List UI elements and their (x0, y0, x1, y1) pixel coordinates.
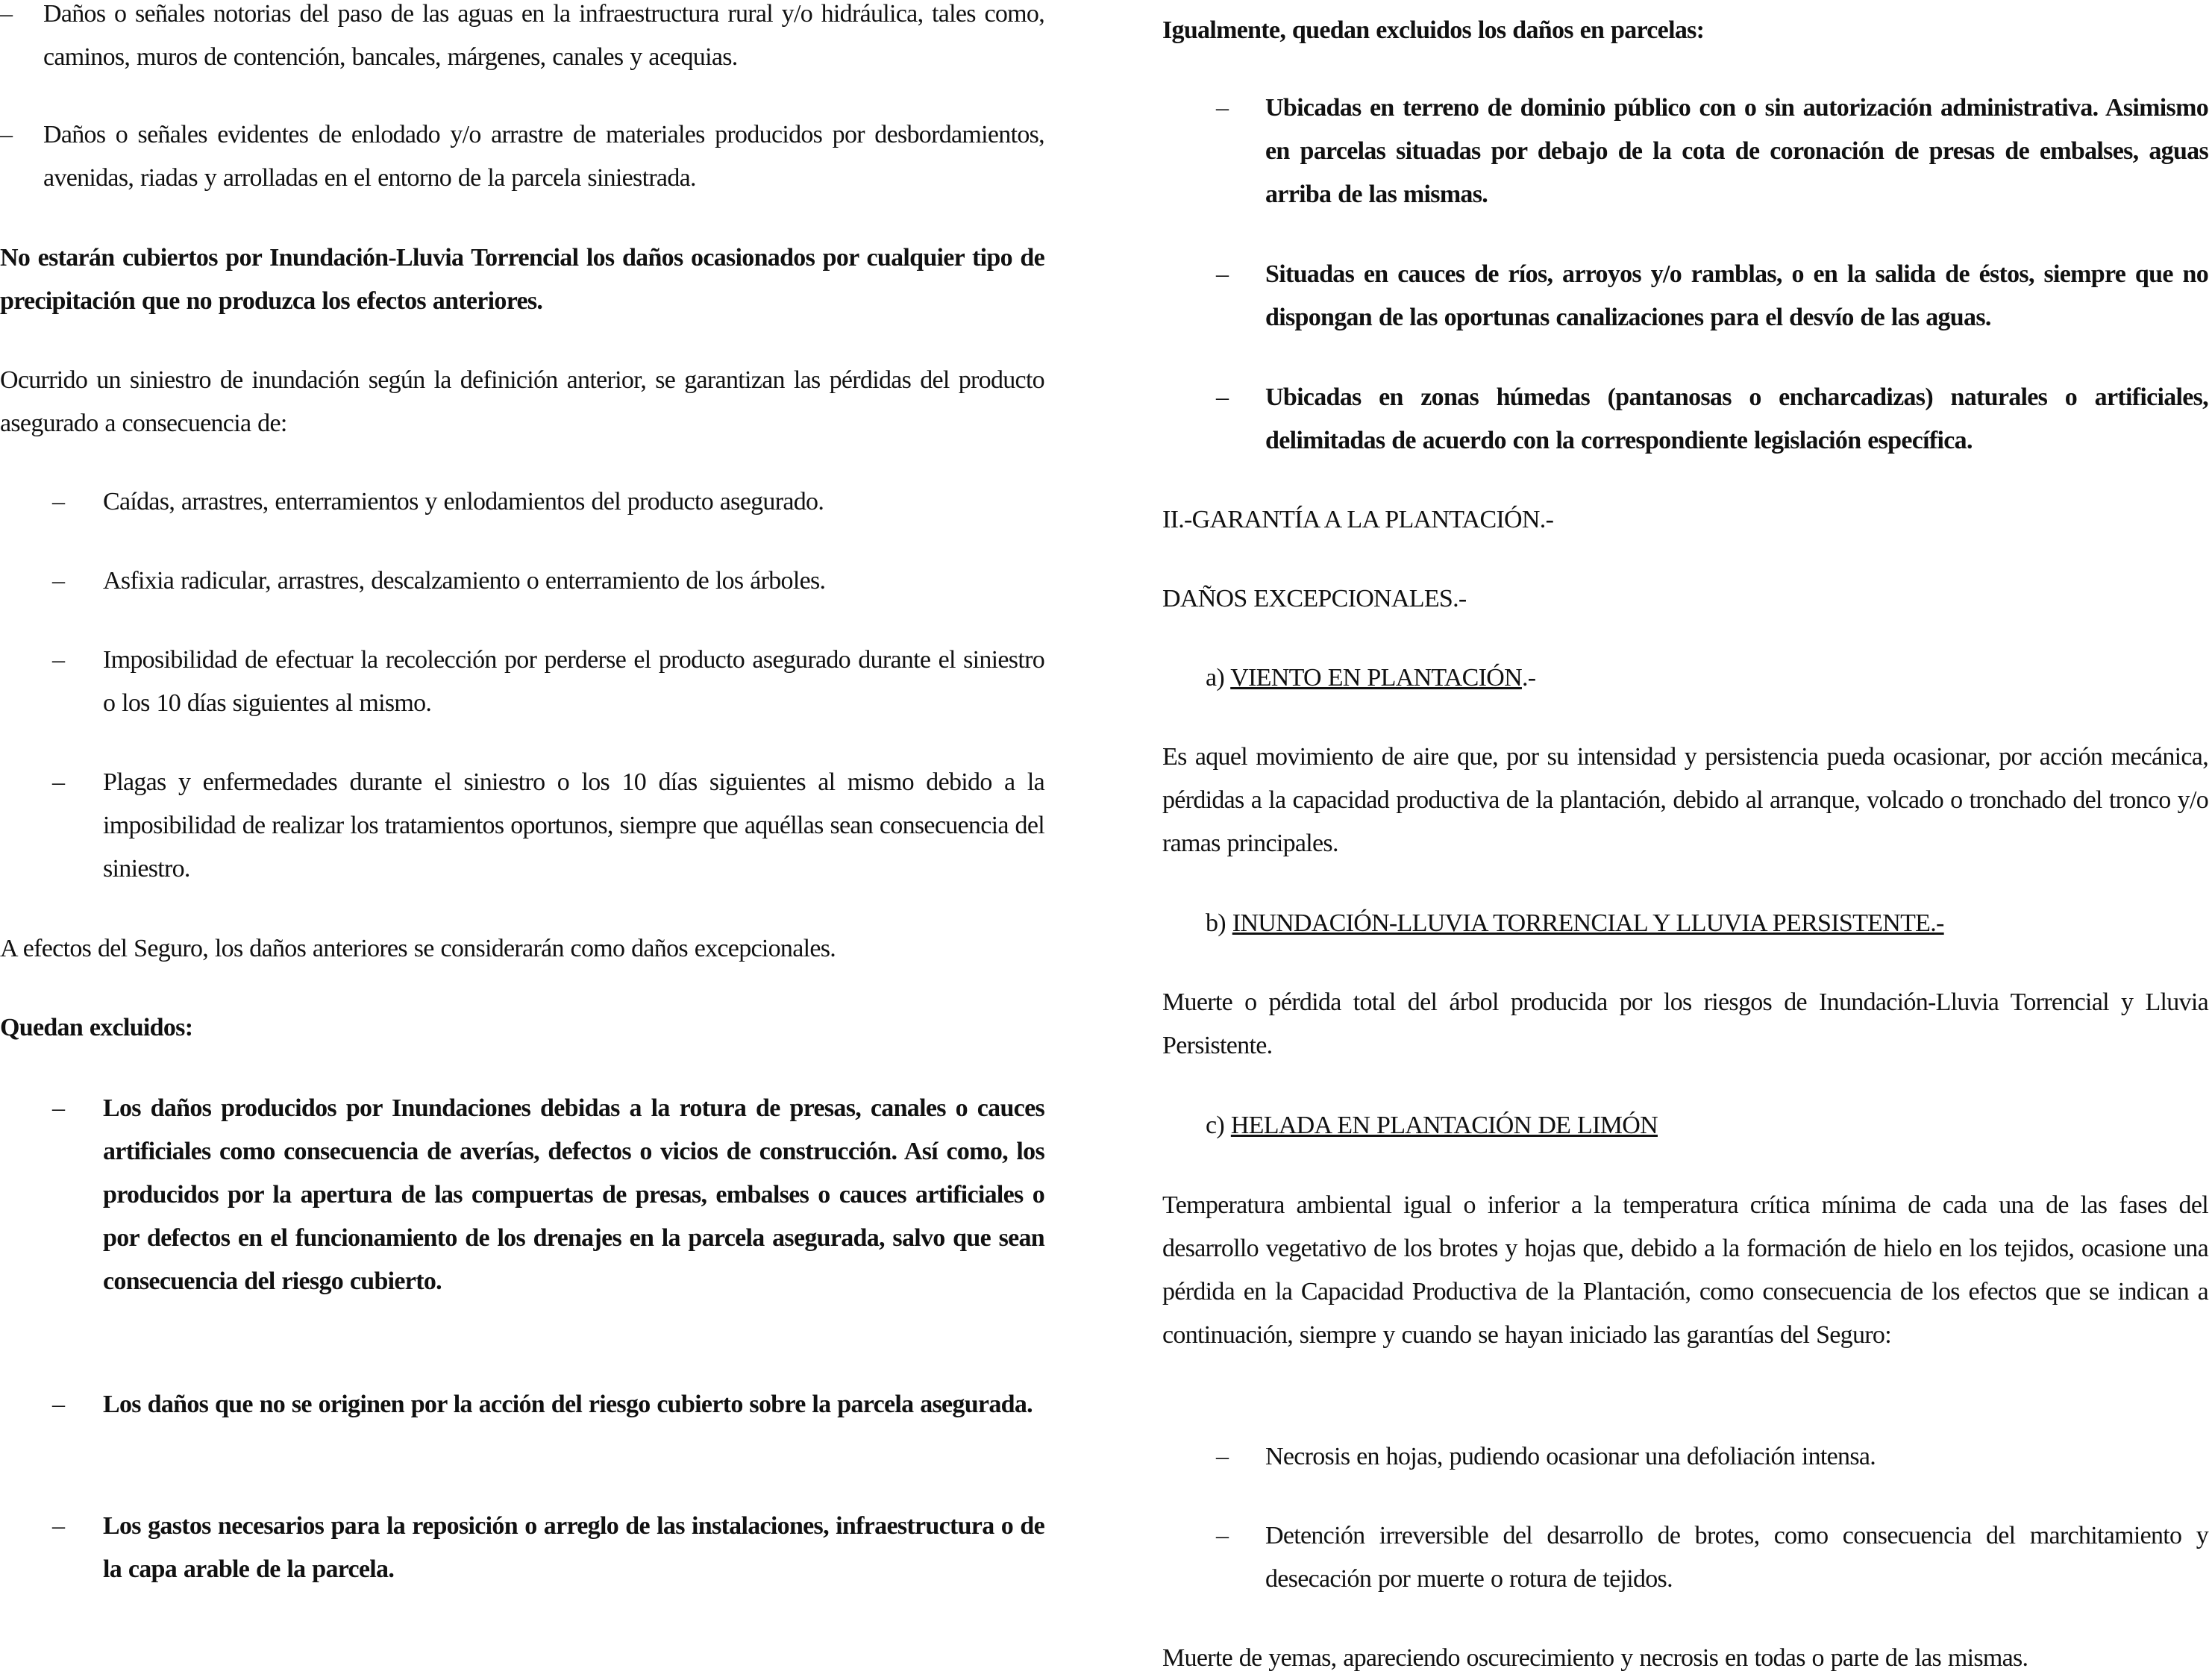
bullet-dash: – (1216, 260, 1229, 288)
last-paragraph: Muerte de yemas, apareciendo oscurecimiento y necrosis en todas o parte de las mismas. (1162, 1644, 2028, 1672)
bullet-text: Daños o señales notorias del paso de las aguas en la infraestructura rural y/o hidráulica, tales como, caminos, muros de contención, bancales, márgenes, canales y acequias. (43, 0, 1044, 71)
list-item (0, 480, 1044, 524)
bullet-dash: – (1216, 383, 1229, 411)
bullet-dash: – (52, 567, 65, 595)
list-item-text: Ubicadas en zonas húmedas (pantanosas o encharcadizas) naturales o artificiales, delimitadas de acuerdo con la correspondiente legislación específica. (1265, 383, 2208, 454)
heading-prefix: b) (1206, 909, 1232, 937)
list-item-text: Los daños que no se originen por la acción del riesgo cubierto sobre la parcela asegurada. (103, 1391, 1033, 1418)
heading-b (1162, 902, 2208, 945)
wind-paragraph: Es aquel movimiento de aire que, por su intensidad y persistencia pueda ocasionar, por acción mecánica, pérdidas a la capacidad productiva de la plantación, debido al arranque, volcado o tronchado del tronco y/o ramas principales. (1162, 743, 2208, 857)
bullet-item (0, 113, 1044, 200)
subsection-title: DAÑOS EXCEPCIONALES.- (1162, 585, 1467, 612)
parcels-heading: Igualmente, quedan excluidos los daños en parcelas: (1162, 16, 1705, 44)
list-item-text: Los gastos necesarios para la reposición o arreglo de las instalaciones, infraestructura o de la capa arable de la parcela. (103, 1512, 1044, 1583)
list-item-text: Caídas, arrastres, enterramientos y enlodamientos del producto asegurado. (103, 488, 824, 515)
heading-c-title: HELADA EN PLANTACIÓN DE LIMÓN (1230, 1112, 1658, 1139)
list-item (1162, 1514, 2208, 1601)
heading-prefix: a) (1206, 664, 1231, 692)
list-item-text: Necrosis en hojas, pudiendo ocasionar una defoliación intensa. (1265, 1443, 1876, 1470)
bullet-text: Daños o señales evidentes de enlodado y/o arrastre de materiales producidos por desbordamientos, avenidas, riadas y arrolladas en el entorno de la parcela siniestrada. (43, 121, 1044, 192)
bullet-item (0, 0, 1044, 79)
list-item (0, 761, 1044, 891)
list-item (1162, 1435, 2208, 1479)
not-covered-paragraph: No estarán cubiertos por Inundación-Lluvia Torrencial los daños ocasionados por cualquier tipo de precipitación que no produzca los efectos anteriores. (0, 244, 1044, 315)
heading-a-title: VIENTO EN PLANTACIÓN (1230, 664, 1522, 692)
bullet-dash: – (1216, 94, 1229, 122)
list-item (0, 1383, 1044, 1426)
excluded-heading: Quedan excluidos: (0, 1014, 193, 1041)
list-item (1162, 253, 2208, 339)
heading-c (1162, 1104, 2208, 1147)
heading-b-title: INUNDACIÓN-LLUVIA TORRENCIAL Y LLUVIA PERSISTENTE.- (1232, 909, 1944, 937)
section-title: II.-GARANTÍA A LA PLANTACIÓN.- (1162, 506, 1554, 533)
bullet-dash: – (0, 0, 13, 28)
effects-paragraph: A efectos del Seguro, los daños anteriores se considerarán como daños excepcionales. (0, 935, 836, 962)
list-item (1162, 87, 2208, 216)
list-item (0, 1505, 1044, 1591)
list-item-text: Situadas en cauces de ríos, arroyos y/o ramblas, o en la salida de éstos, siempre que no dispongan de las oportunas canalizaciones para el desvío de las aguas. (1265, 260, 2208, 331)
bullet-dash: – (0, 121, 13, 148)
bullet-dash: – (1216, 1443, 1229, 1470)
list-item-text: Plagas y enfermedades durante el siniestro o los 10 días siguientes al mismo debido a la imposibilidad de realizar los tratamientos oportunos, siempre que aquéllas sean consecuencia del siniestro. (103, 768, 1044, 883)
flood-paragraph: Muerte o pérdida total del árbol producida por los riesgos de Inundación-Lluvia Torrencial y Lluvia Persistente. (1162, 988, 2208, 1059)
list-item (1162, 376, 2208, 463)
list-item-text: Detención irreversible del desarrollo de brotes, como consecuencia del marchitamiento y desecación por muerte o rotura de tejidos. (1265, 1522, 2208, 1593)
bullet-dash: – (52, 1094, 65, 1122)
heading-a (1162, 656, 2208, 700)
list-item-text: Ubicadas en terreno de dominio público con o sin autorización administrativa. Asimismo en parcelas situadas por debajo de la cota de coronación de presas de embalses, aguas arriba de las mismas. (1265, 94, 2208, 208)
occurred-paragraph: Ocurrido un siniestro de inundación según la definición anterior, se garantizan las pérdidas del producto asegurado a consecuencia de: (0, 366, 1044, 437)
list-item (0, 1087, 1044, 1303)
list-item-text: Imposibilidad de efectuar la recolección por perderse el producto asegurado durante el siniestro o los 10 días siguientes al mismo. (103, 646, 1044, 717)
bullet-dash: – (52, 1391, 65, 1418)
heading-suffix: .- (1521, 664, 1536, 692)
list-item (0, 560, 1044, 603)
bullet-dash: – (52, 488, 65, 515)
list-item-text: Los daños producidos por Inundaciones debidas a la rotura de presas, canales o cauces artificiales como consecuencia de averías, defectos o vicios de construcción. Así como, los producidos por la apertura de las compuertas de presas, embalses o cauces artificiales o por defectos en el funcionamiento de los drenajes en la parcela asegurada, salvo que sean consecuencia del riesgo cubierto. (103, 1094, 1044, 1295)
bullet-dash: – (52, 646, 65, 674)
bullet-dash: – (1216, 1522, 1229, 1549)
list-item (0, 639, 1044, 725)
heading-prefix: c) (1206, 1112, 1231, 1139)
bullet-dash: – (52, 1512, 65, 1540)
frost-paragraph: Temperatura ambiental igual o inferior a la temperatura crítica mínima de cada una de las fases del desarrollo vegetativo de los brotes y hojas que, debido a la formación de hielo en los tejidos, ocasione una pérdida en la Capacidad Productiva de la Plantación, como consecuencia de los efectos que se indican a continuación, siempre y cuando se hayan iniciado las garantías del Seguro: (1162, 1191, 2208, 1349)
list-item-text: Asfixia radicular, arrastres, descalzamiento o enterramiento de los árboles. (103, 567, 826, 595)
bullet-dash: – (52, 768, 65, 796)
